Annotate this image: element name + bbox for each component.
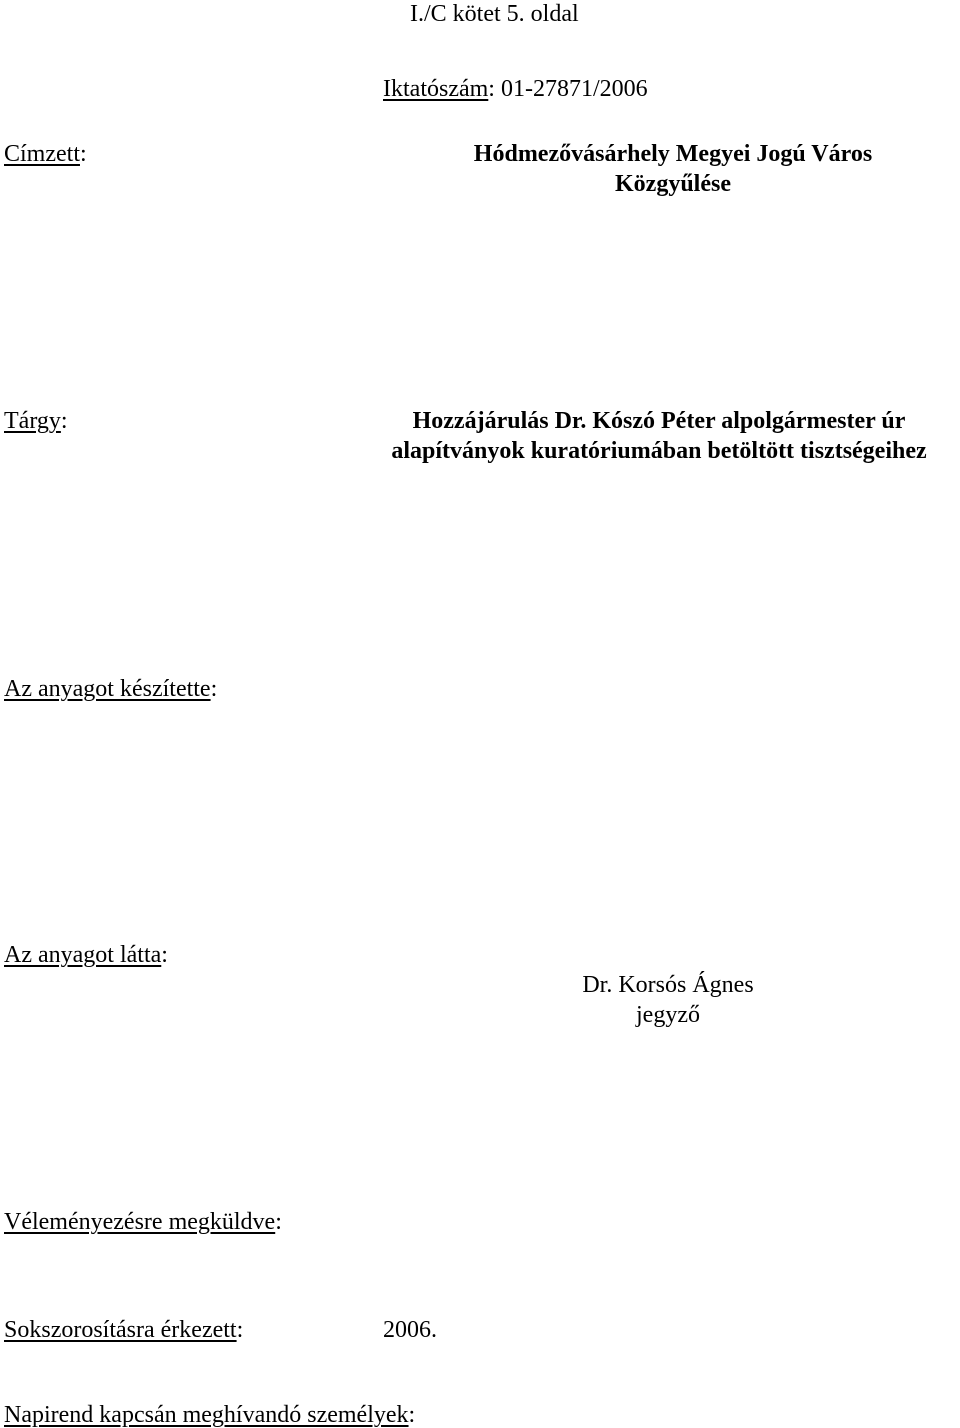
reviewer-title: jegyző [636, 1002, 700, 1028]
recipient-label-line [4, 142, 87, 166]
volume-page-text: I./C kötet 5. oldal [410, 1, 579, 27]
sent-for-opinion-label: Véleményezésre megküldve [4, 1209, 276, 1235]
recipient-line-2: Közgyűlése [615, 171, 731, 197]
recipient-line-1: Hódmezővásárhely Megyei Jogú Város [473, 141, 873, 167]
invitees-label: Napirend kapcsán meghívandó személyek [4, 1402, 409, 1428]
arrived-for-copying-label: Sokszorosításra érkezett [4, 1317, 237, 1343]
volume-page-header [410, 1, 579, 27]
sent-for-opinion-line [4, 1210, 282, 1234]
prepared-by-label: Az anyagot készítette [4, 676, 211, 702]
invitees-colon: : [408, 1402, 416, 1428]
subject-line-1: Hozzájárulás Dr. Kószó Péter alpolgármester úr [412, 408, 906, 434]
prepared-by-line [4, 677, 217, 701]
registry-separator: : [488, 76, 501, 102]
sent-for-opinion-colon: : [275, 1209, 282, 1235]
arrived-for-copying-value: 2006. [383, 1317, 437, 1343]
recipient-colon: : [79, 141, 87, 167]
reviewed-by-line [4, 943, 168, 967]
recipient-label: Címzett [4, 141, 80, 167]
registry-number: 01-27871/2006 [500, 76, 648, 102]
registry-label: Iktatószám [383, 76, 489, 102]
reviewed-by-label: Az anyagot látta [4, 942, 162, 968]
invitees-line [4, 1403, 415, 1427]
reviewer-name: Dr. Korsós Ágnes [582, 972, 754, 998]
subject-label-line [4, 409, 68, 433]
subject-line-2: alapítványok kuratóriumában betöltött tisztségeihez [391, 438, 927, 464]
subject-colon: : [60, 408, 68, 434]
arrived-for-copying-line [4, 1318, 243, 1342]
registry-number-line [383, 77, 648, 101]
reviewed-by-colon: : [161, 942, 168, 968]
subject-label: Tárgy [4, 408, 61, 434]
prepared-by-colon: : [210, 676, 218, 702]
arrived-for-copying-colon: : [236, 1317, 244, 1343]
